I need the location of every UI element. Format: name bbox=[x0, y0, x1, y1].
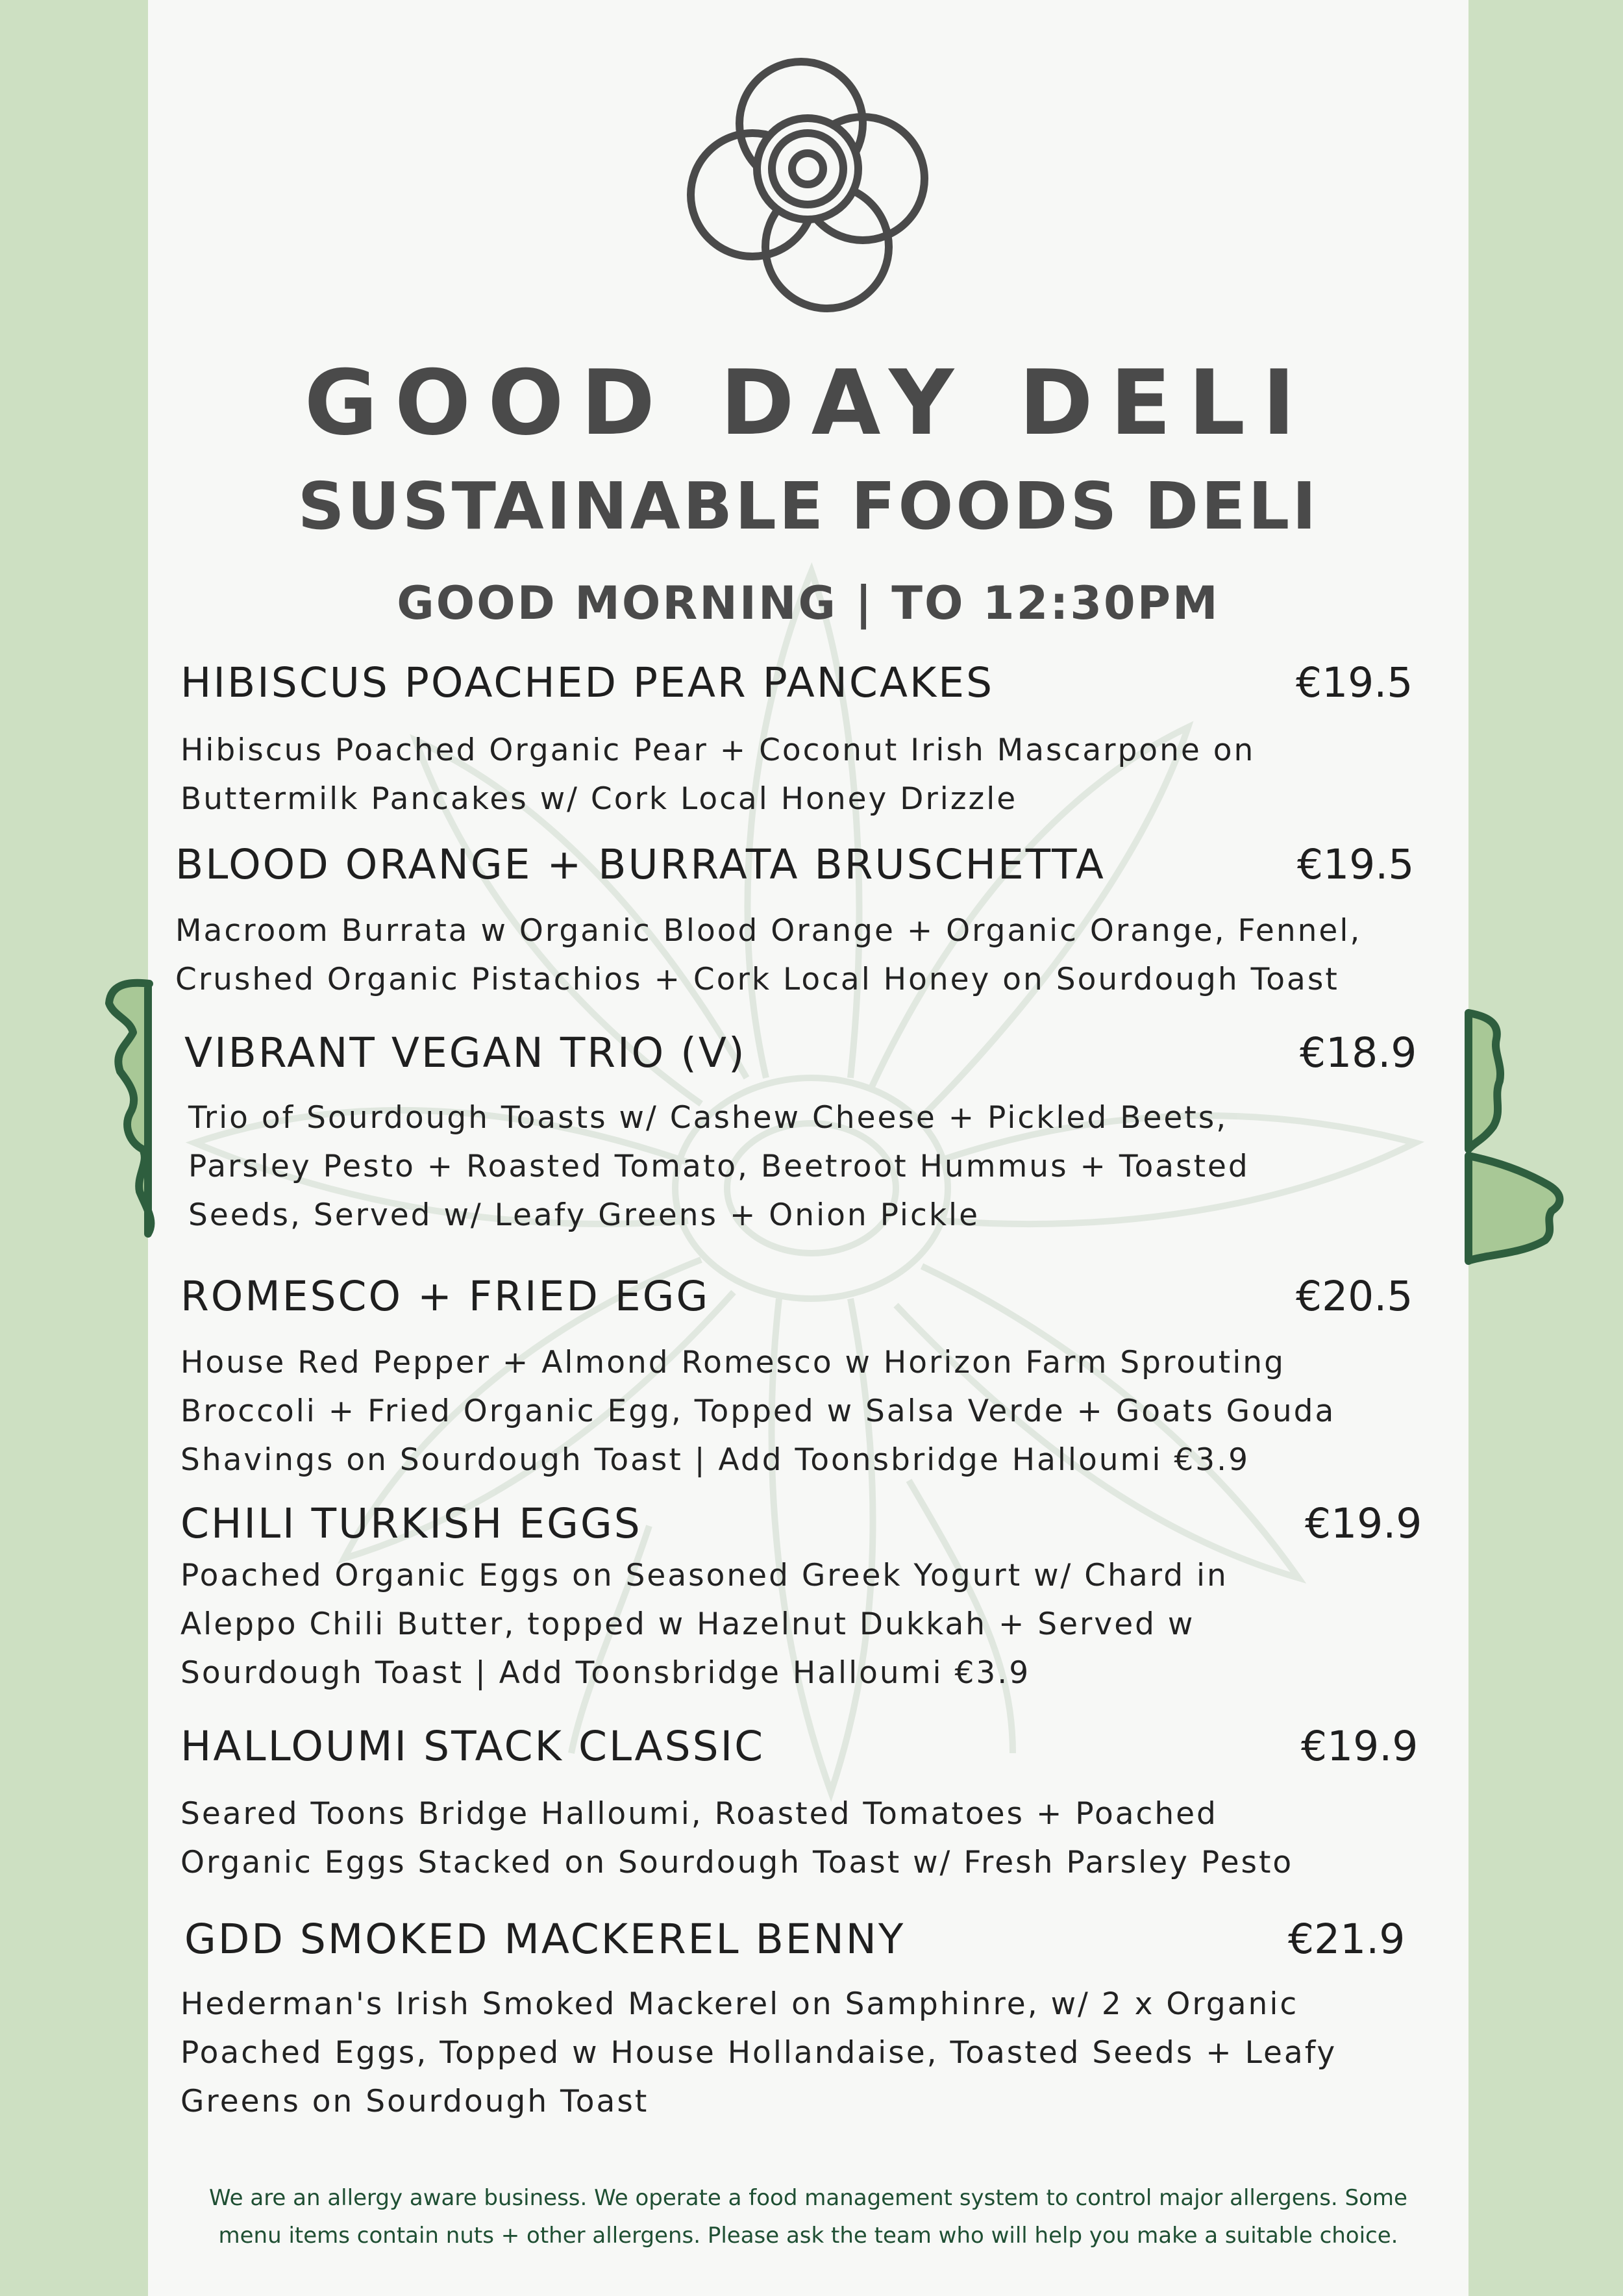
menu-item-name: VIBRANT VEGAN TRIO (V) bbox=[184, 1029, 747, 1077]
menu-item-description: Seared Toons Bridge Halloumi, Roasted Tomatoes + Poached Organic Eggs Stacked on Sourdough Toast w/ Fresh Parsley Pesto bbox=[180, 1796, 1294, 1880]
menu-item-price: €18.9 bbox=[1300, 1029, 1417, 1077]
menu-item bbox=[184, 1026, 1431, 1240]
menu-item-price: €19.9 bbox=[1305, 1500, 1422, 1547]
menu-item bbox=[180, 1719, 1440, 1887]
menu-item-description: House Red Pepper + Almond Romesco w Horizon Farm Sprouting Broccoli + Fried Organic Egg, Topped w Salsa Verde + Goats Gouda Shavings on Sourdough Toast | Add Toonsbridge Halloumi €3.9 bbox=[180, 1345, 1336, 1478]
menu-item bbox=[175, 838, 1448, 1004]
menu-item-description: Poached Organic Eggs on Seasoned Greek Yogurt w/ Chard in Aleppo Chili Butter, topped w Hazelnut Dukkah + Served w Sourdough Toast | Add Toonsbridge Halloumi €3.9 bbox=[180, 1558, 1228, 1691]
menu-item-price: €19.9 bbox=[1301, 1723, 1419, 1770]
menu-item-name: HALLOUMI STACK CLASSIC bbox=[180, 1723, 765, 1770]
menu-item-name: ROMESCO + FRIED EGG bbox=[180, 1273, 710, 1320]
menu-item-description: Hibiscus Poached Organic Pear + Coconut Irish Mascarpone on Buttermilk Pancakes w/ Cork Local Honey Drizzle bbox=[180, 732, 1256, 817]
menu-item-price: €19.5 bbox=[1297, 841, 1415, 888]
menu-item-name: HIBISCUS POACHED PEAR PANCAKES bbox=[180, 659, 995, 706]
service-hours: GOOD MORNING | TO 12:30PM bbox=[397, 577, 1220, 630]
menu-item bbox=[180, 656, 1417, 823]
menu-item-name: CHILI TURKISH EGGS bbox=[180, 1500, 642, 1547]
menu-item-name: GDD SMOKED MACKEREL BENNY bbox=[184, 1915, 906, 1963]
flower-logo-icon bbox=[668, 39, 947, 318]
menu-item-name: BLOOD ORANGE + BURRATA BRUSCHETTA bbox=[175, 841, 1106, 888]
menu-item bbox=[180, 1269, 1440, 1484]
menu-item-description: Trio of Sourdough Toasts w/ Cashew Cheese + Pickled Beets, Parsley Pesto + Roasted Tomato, Beetroot Hummus + Toasted Seeds, Served w/ Leafy Greens + Onion Pickle bbox=[188, 1100, 1250, 1233]
menu-item bbox=[180, 1497, 1440, 1697]
menu-item-price: €21.9 bbox=[1288, 1915, 1406, 1963]
menu-item-price: €20.5 bbox=[1296, 1273, 1413, 1320]
menu-item-description: Hederman's Irish Smoked Mackerel on Samphinre, w/ 2 x Organic Poached Eggs, Topped w House Hollandaise, Toasted Seeds + Leafy Greens on Sourdough Toast bbox=[180, 1986, 1337, 2119]
menu-item-description: Macroom Burrata w Organic Blood Orange + Organic Orange, Fennel, Crushed Organic Pistachios + Cork Local Honey on Sourdough Toast bbox=[175, 913, 1362, 997]
left-leaf-decoration bbox=[109, 983, 151, 1234]
brand-title: GOOD DAY DELI bbox=[304, 351, 1313, 455]
brand-tagline: SUSTAINABLE FOODS DELI bbox=[297, 468, 1319, 544]
allergy-notice: We are an allergy aware business. We operate a food management system to control major allergens. Some menu items contain nuts + other allergens. Please ask the team who will help you make a suitable choice. bbox=[209, 2185, 1407, 2249]
menu-item bbox=[180, 1912, 1444, 2126]
right-leaf-lower-decoration bbox=[1468, 1156, 1560, 1261]
right-leaf-upper-decoration bbox=[1468, 1013, 1500, 1149]
menu-item-price: €19.5 bbox=[1296, 659, 1413, 706]
